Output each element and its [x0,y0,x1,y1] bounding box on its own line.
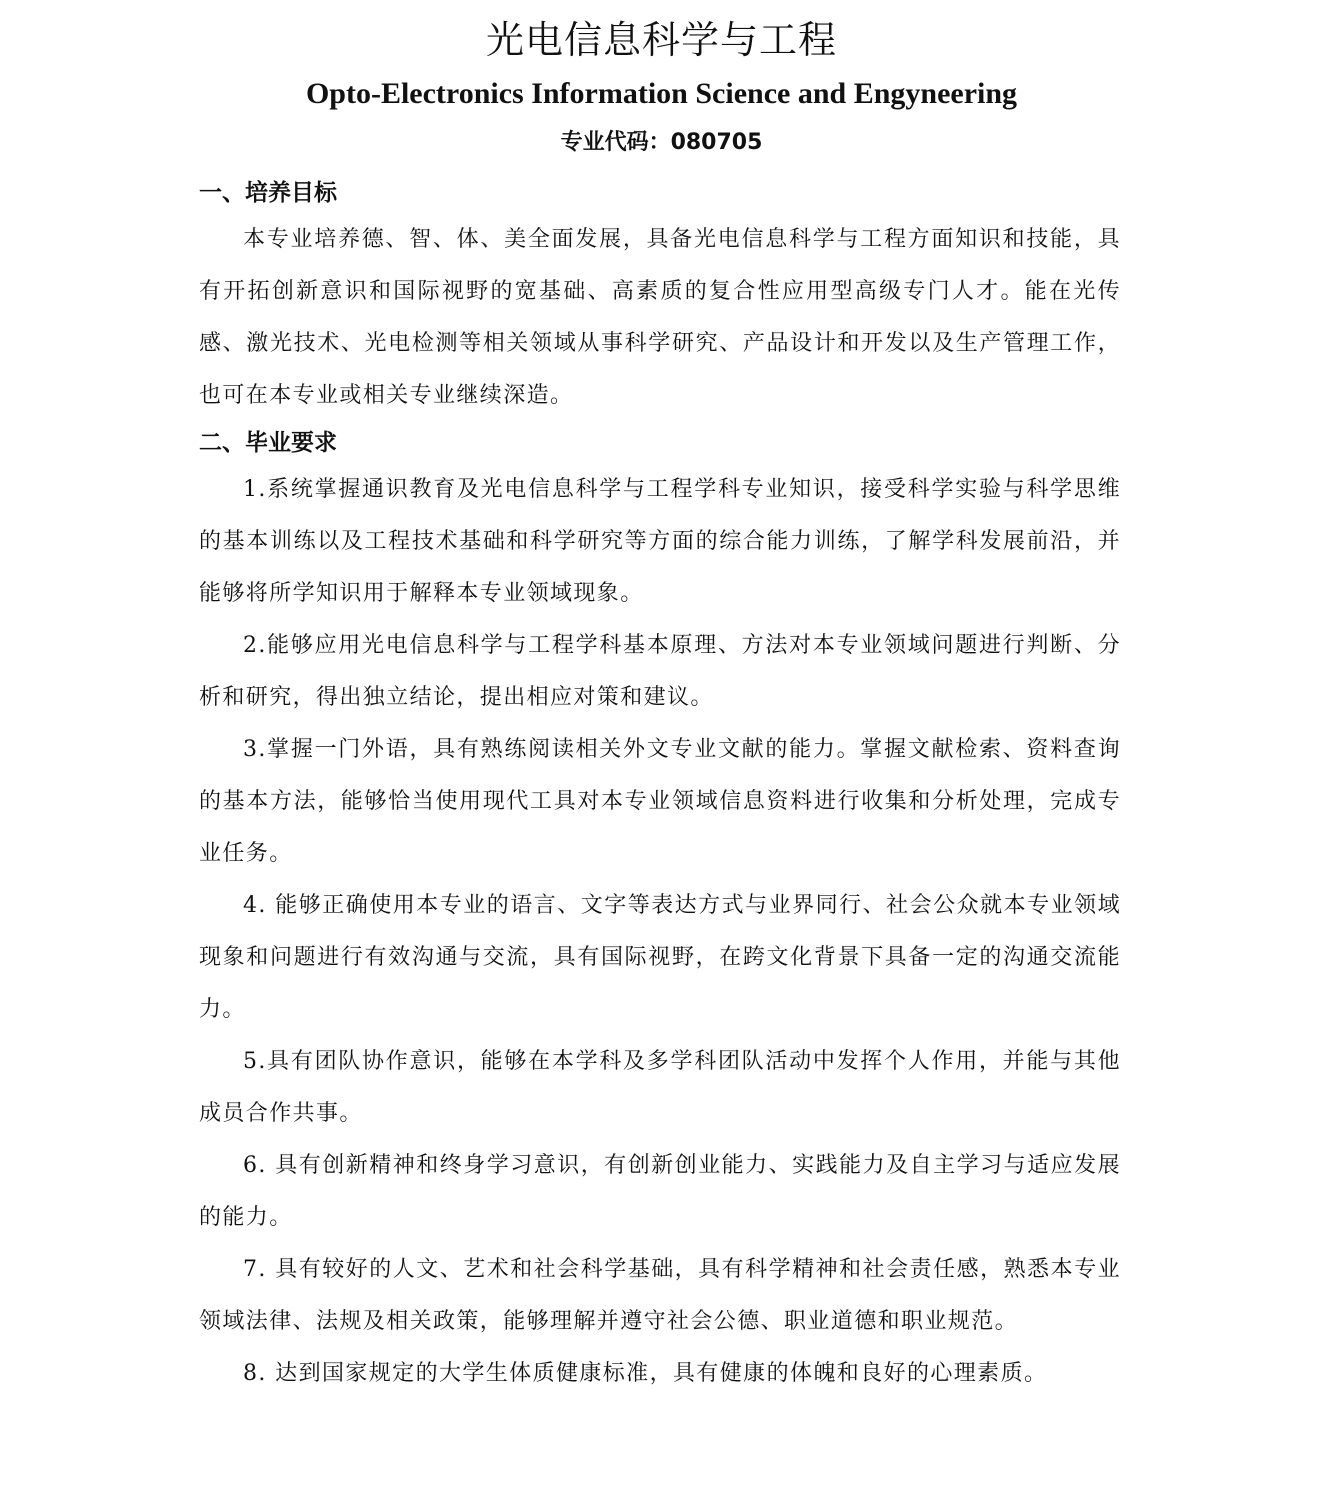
section-heading: 二、毕业要求 [199,430,337,456]
section-training-objectives [199,172,1121,422]
requirement-item-4: 4. 能够正确使用本专业的语言、文字等表达方式与业界同行、社会公众就本专业领域现象和问题进行有效沟通与交流，具有国际视野，在跨文化背景下具备一定的沟通交流能力。 [199,893,1121,1022]
page-title-english: Opto-Electronics Information Science and Engyneering [305,77,1018,110]
document-body [199,172,1121,1400]
requirement-item-6: 6. 具有创新精神和终身学习意识，有创新创业能力、实践能力及自主学习与适应发展的能力。 [199,1153,1121,1230]
requirement-item-2: 2.能够应用光电信息科学与工程学科基本原理、方法对本专业领域问题进行判断、分析和研究，得出独立结论，提出相应对策和建议。 [199,633,1121,710]
requirement-item-8: 8. 达到国家规定的大学生体质健康标准，具有健康的体魄和良好的心理素质。 [243,1361,1048,1386]
section-graduation-requirements [199,422,1121,1400]
paragraph: 本专业培养德、智、体、美全面发展，具备光电信息科学与工程方面知识和技能，具有开拓创新意识和国际视野的宽基础、高素质的复合性应用型高级专门人才。能在光传感、激光技术、光电检测等相关领域从事科学研究、产品设计和开发以及生产管理工作，也可在本专业或相关专业继续深造。 [199,227,1121,408]
requirement-item-1: 1.系统掌握通识教育及光电信息科学与工程学科专业知识，接受科学实验与科学思维的基本训练以及工程技术基础和科学研究等方面的综合能力训练，了解学科发展前沿，并能够将所学知识用于解释本专业领域现象。 [199,477,1121,606]
requirement-item-5: 5.具有团队协作意识，能够在本学科及多学科团队活动中发挥个人作用，并能与其他成员合作共事。 [199,1049,1121,1126]
page-title: 光电信息科学与工程 [485,18,837,62]
section-heading: 一、培养目标 [199,180,337,206]
major-code: 专业代码：080705 [560,130,763,155]
requirement-item-3: 3.掌握一门外语，具有熟练阅读相关外文专业文献的能力。掌握文献检索、资料查询的基本方法，能够恰当使用现代工具对本专业领域信息资料进行收集和分析处理，完成专业任务。 [199,737,1121,866]
requirement-item-7: 7. 具有较好的人文、艺术和社会科学基础，具有科学精神和社会责任感，熟悉本专业领域法律、法规及相关政策，能够理解并遵守社会公德、职业道德和职业规范。 [199,1257,1121,1334]
